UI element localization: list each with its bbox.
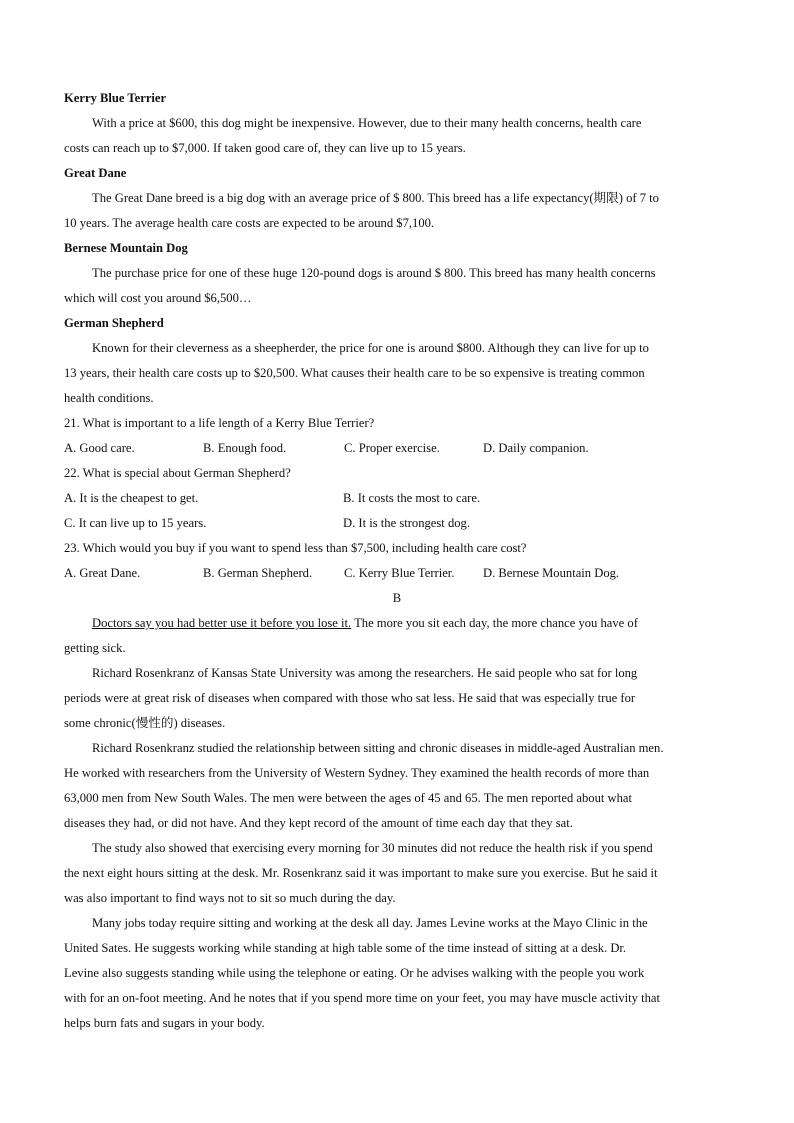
section-b-p1-line-2: getting sick. <box>64 641 126 655</box>
section-b-p3-line-4: diseases they had, or did not have. And they kept record of the amount of time each day that they sat. <box>64 816 573 830</box>
question-21-option-d: D. Daily companion. <box>483 441 589 455</box>
question-22-options-row-2 <box>64 511 730 536</box>
section-b-p5-line-3: Levine also suggests standing while using the telephone or eating. Or he advises walking with the people you work <box>64 966 645 980</box>
question-23-stem: 23. Which would you buy if you want to spend less than $7,500, including health care cost? <box>64 541 527 555</box>
shepherd-text-line-1: Known for their cleverness as a sheepherder, the price for one is around $800. Although they can live for up to <box>92 341 649 355</box>
section-b-p5-line-5: helps burn fats and sugars in your body. <box>64 1016 265 1030</box>
question-22-option-a: A. It is the cheapest to get. <box>64 491 199 505</box>
section-b-p4-line-2: the next eight hours sitting at the desk. Mr. Rosenkranz said it was important to make sure you exercise. But he said it <box>64 866 658 880</box>
heading-kerry-blue-terrier: Kerry Blue Terrier <box>64 91 167 105</box>
section-b-p2-line-3: some chronic(慢性的) diseases. <box>64 716 226 730</box>
heading-german-shepherd: German Shepherd <box>64 316 164 330</box>
question-22-stem: 22. What is special about German Shepherd? <box>64 466 291 480</box>
question-21-options <box>64 436 730 461</box>
section-b-p4-line-1: The study also showed that exercising every morning for 30 minutes did not reduce the health risk if you spend <box>92 841 653 855</box>
question-21-option-c: C. Proper exercise. <box>344 441 440 455</box>
section-b-p2-line-1: Richard Rosenkranz of Kansas State University was among the researchers. He said people who sat for long <box>92 666 638 680</box>
section-b-p5-line-4: with for an on-foot meeting. And he notes that if you spend more time on your feet, you may have muscle activity that <box>64 991 660 1005</box>
question-23-option-c: C. Kerry Blue Terrier. <box>344 566 455 580</box>
section-b-p3-line-1: Richard Rosenkranz studied the relationship between sitting and chronic diseases in middle-aged Australian men. <box>92 741 664 755</box>
section-b-p1-line-1-rest: The more you sit each day, the more chance you have of <box>351 616 638 630</box>
bernese-text-line-1: The purchase price for one of these huge 120-pound dogs is around $ 800. This breed has many health concerns <box>92 266 656 280</box>
section-b-p2-line-2: periods were at great risk of diseases when compared with those who sat less. He said that was especially true for <box>64 691 636 705</box>
question-22-option-b: B. It costs the most to care. <box>343 491 481 505</box>
section-b-label: B <box>392 591 402 605</box>
question-23-options <box>64 561 730 586</box>
heading-great-dane: Great Dane <box>64 166 127 180</box>
dane-text-line-1: The Great Dane breed is a big dog with an average price of $ 800. This breed has a life expectancy(期限) of 7 to <box>92 191 659 205</box>
bernese-text-line-2: which will cost you around $6,500… <box>64 291 252 305</box>
section-b-p1-line-1 <box>64 611 730 636</box>
heading-bernese-mountain-dog: Bernese Mountain Dog <box>64 241 188 255</box>
kerry-text-line-2: costs can reach up to $7,000. If taken good care of, they can live up to 15 years. <box>64 141 466 155</box>
question-21-stem: 21. What is important to a life length of a Kerry Blue Terrier? <box>64 416 375 430</box>
section-b-p3-line-3: 63,000 men from New South Wales. The men were between the ages of 45 and 65. The men reported about what <box>64 791 632 805</box>
question-23-option-d: D. Bernese Mountain Dog. <box>483 566 620 580</box>
section-b-p5-line-2: United Sates. He suggests working while standing at high table some of the time instead of sitting at a desk. Dr. <box>64 941 627 955</box>
question-21-option-b: B. Enough food. <box>203 441 287 455</box>
section-b-p5-line-1: Many jobs today require sitting and working at the desk all day. James Levine works at the Mayo Clinic in the <box>92 916 648 930</box>
kerry-text-line-1: With a price at $600, this dog might be inexpensive. However, due to their many health concerns, health care <box>92 116 642 130</box>
section-b-p4-line-3: was also important to find ways not to sit so much during the day. <box>64 891 396 905</box>
section-b-p3-line-2: He worked with researchers from the University of Western Sydney. They examined the health records of more than <box>64 766 650 780</box>
shepherd-text-line-3: health conditions. <box>64 391 154 405</box>
question-22-option-d: D. It is the strongest dog. <box>343 516 470 530</box>
question-23-option-b: B. German Shepherd. <box>203 566 313 580</box>
question-21-option-a: A. Good care. <box>64 441 135 455</box>
document-page <box>64 86 730 1036</box>
question-22-option-c: C. It can live up to 15 years. <box>64 516 207 530</box>
question-22-options-row-1 <box>64 486 730 511</box>
dane-text-line-2: 10 years. The average health care costs are expected to be around $7,100. <box>64 216 435 230</box>
underlined-sentence: Doctors say you had better use it before you lose it. <box>92 616 352 630</box>
shepherd-text-line-2: 13 years, their health care costs up to $20,500. What causes their health care to be so expensive is treating common <box>64 366 645 380</box>
question-23-option-a: A. Great Dane. <box>64 566 141 580</box>
